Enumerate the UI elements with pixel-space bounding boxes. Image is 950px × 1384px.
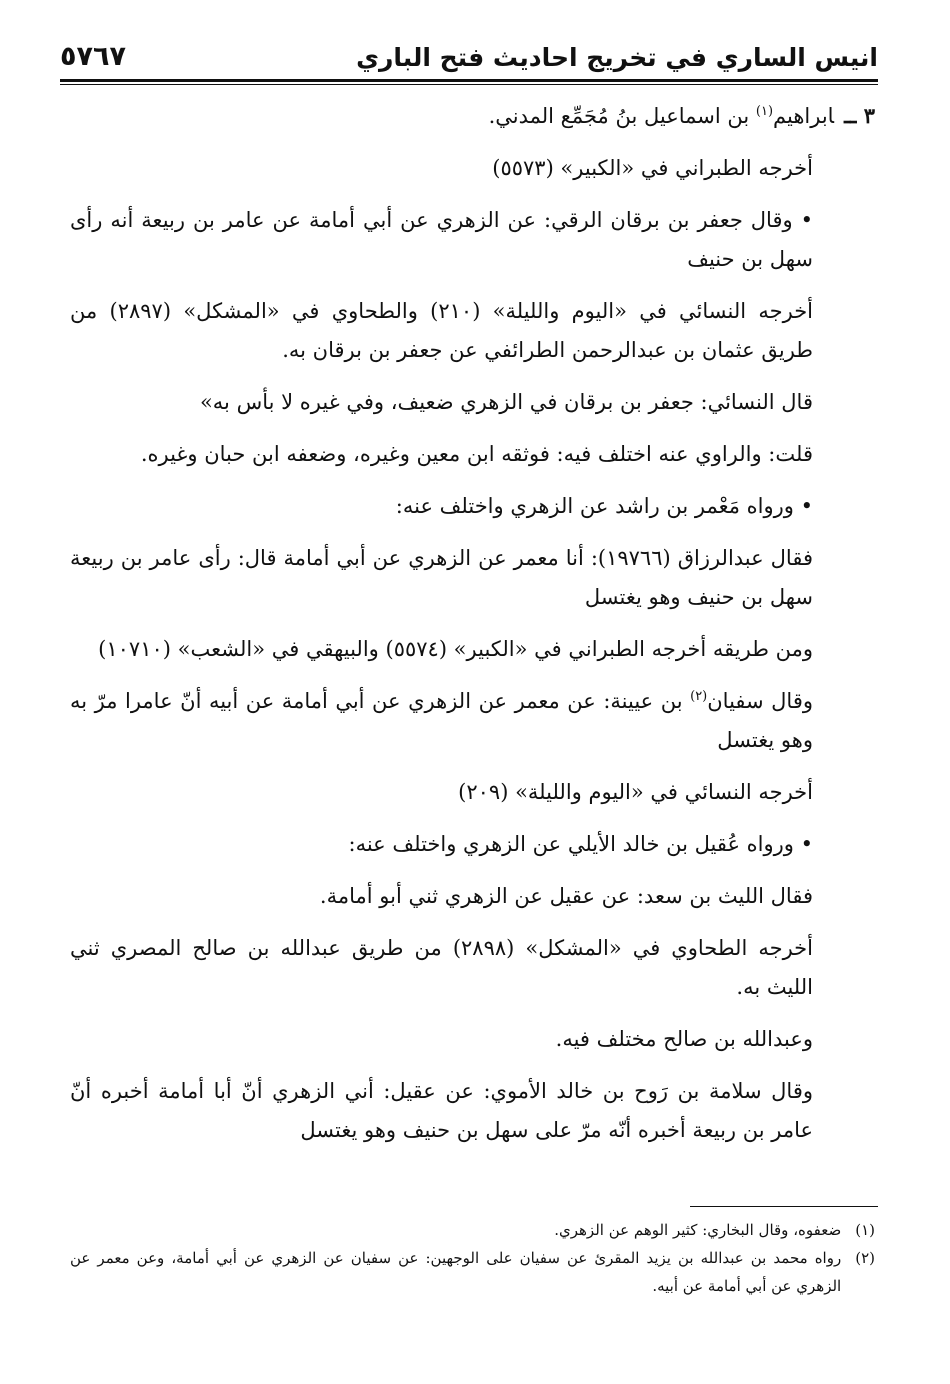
item-heading (70, 96, 875, 136)
main-text (70, 96, 875, 1163)
footnote-text: ضعفوه، وقال البخاري: كثير الوهم عن الزهري. (554, 1221, 842, 1239)
item-text-after: بن اسماعيل بنُ مُجَمِّع المدني. (488, 104, 756, 128)
paragraph: قال النسائي: جعفر بن برقان في الزهري ضعيف، وفي غيره لا بأس به» (199, 390, 813, 414)
footnotes (70, 1216, 875, 1300)
paragraph: • وقال جعفر بن برقان الرقي: عن الزهري عن أبي أمامة عن عامر بن ربيعة أنه رأى سهل بن حنيف (70, 208, 813, 271)
header-rule (60, 79, 878, 82)
footnote-text: رواه محمد بن عبدالله بن يزيد المقرئ عن سفيان على الوجهين: عن سفيان عن الزهري عن أبي أمامة، وعن معمر عن الزهري عن أبي أمامة عن أبيه. (70, 1249, 842, 1295)
paragraph: قلت: والراوي عنه اختلف فيه: فوثقه ابن معين وغيره، وضعفه ابن حبان وغيره. (140, 442, 813, 466)
paragraph: • ورواه مَعْمر بن راشد عن الزهري واختلف عنه: (395, 494, 813, 518)
footnote-rule (690, 1206, 878, 1207)
item-text-before: ابراهيم (773, 104, 835, 128)
paragraph: وقال سلامة بن رَوح بن خالد الأموي: عن عقيل: أني الزهري أنّ أبا أمامة أخبره أنّ عامر بن ربيعة أخبره أنّه مرّ على سهل بن حنيف وهو يغتسل (70, 1079, 813, 1142)
paragraph: أخرجه النسائي في «اليوم والليلة» (٢٠٩) (458, 780, 813, 804)
paragraph: أخرجه الطبراني في «الكبير» (٥٥٧٣) (492, 156, 813, 180)
sufyan-text-before: وقال سفيان (707, 689, 813, 713)
book-title: انيس الساري في تخريج احاديث فتح الباري (356, 43, 878, 72)
footnote-number: (١) (855, 1221, 875, 1239)
paragraph: فقال عبدالرزاق (١٩٧٦٦): أنا معمر عن الزهري عن أبي أمامة قال: رأى عامر بن ربيعة سهل بن حنيف وهو يغتسل (70, 546, 813, 609)
footnote-ref-2: (٢) (690, 689, 708, 704)
paragraph: فقال الليث بن سعد: عن عقيل عن الزهري ثني أبو أمامة. (319, 884, 813, 908)
footnote (70, 1216, 875, 1244)
footnote (70, 1244, 875, 1300)
footnote-number: (٢) (855, 1249, 875, 1267)
header-rule-thin (60, 84, 878, 85)
paragraph-sufyan (70, 682, 875, 760)
item-number: ٣ ــ (844, 103, 875, 128)
paragraph: ومن طريقه أخرجه الطبراني في «الكبير» (٥٥٧٤) والبيهقي في «الشعب» (١٠٧١٠) (98, 637, 813, 661)
paragraph: • ورواه عُقيل بن خالد الأيلي عن الزهري واختلف عنه: (348, 832, 813, 856)
paragraph: أخرجه النسائي في «اليوم والليلة» (٢١٠) والطحاوي في «المشكل» (٢٨٩٧) من طريق عثمان بن عبدالرحمن الطرائفي عن جعفر بن برقان به. (70, 299, 814, 362)
paragraph: أخرجه الطحاوي في «المشكل» (٢٨٩٨) من طريق عبدالله بن صالح المصري ثني الليث به. (70, 936, 813, 999)
running-header (60, 32, 878, 72)
page-number: ٥٧٦٧ (60, 41, 126, 72)
sufyan-text-after: بن عيينة: عن معمر عن الزهري عن أبي أمامة عن أبيه أنّ عامرا مرّ به وهو يغتسل (70, 689, 813, 752)
paragraph: وعبدالله بن صالح مختلف فيه. (555, 1027, 813, 1051)
footnote-ref-1: (١) (755, 104, 774, 119)
